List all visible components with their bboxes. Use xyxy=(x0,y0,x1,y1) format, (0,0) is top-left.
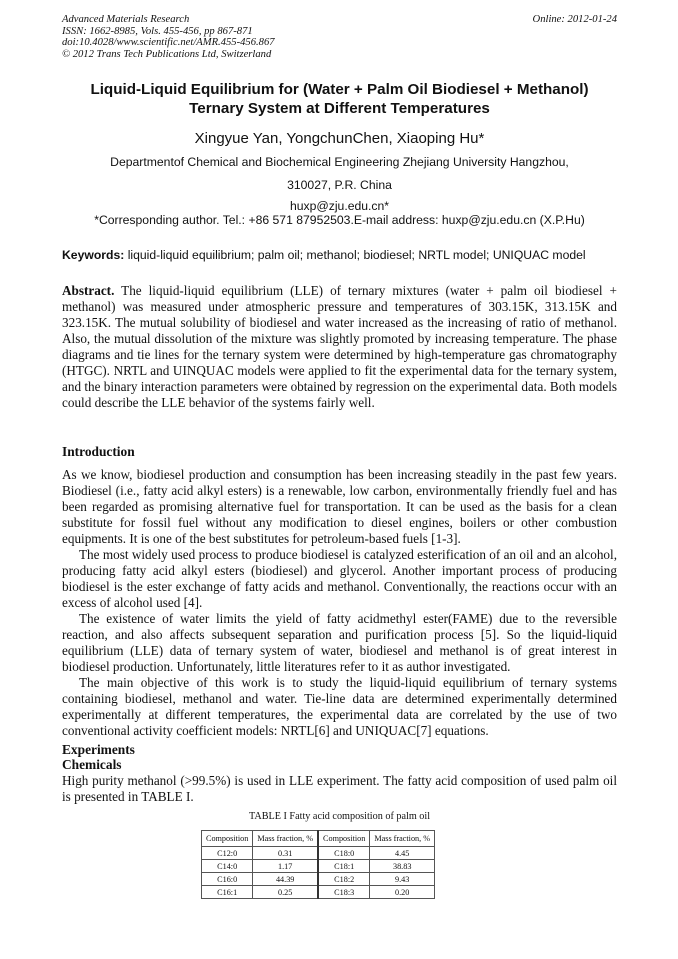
authors: Xingyue Yan, YongchunChen, Xiaoping Hu* xyxy=(194,130,485,147)
affiliation-line-1: Departmentof Chemical and Biochemical Engineering Zhejiang University Hangzhou, xyxy=(110,155,569,169)
table-row xyxy=(202,847,435,860)
table-cell: C18:1 xyxy=(318,860,370,873)
journal-header xyxy=(62,14,617,60)
table-cell: 4.45 xyxy=(370,847,435,860)
chemicals-paragraph: High purity methanol (>99.5%) is used in LLE experiment. The fatty acid composition of used palm oil is presented in TABLE I. xyxy=(62,773,617,804)
table-header-cell: Mass fraction, % xyxy=(370,831,435,847)
table-cell: C18:0 xyxy=(318,847,370,860)
table-row xyxy=(202,886,435,899)
table-cell: 38.83 xyxy=(370,860,435,873)
title-line-1: Liquid-Liquid Equilibrium for (Water + Palm Oil Biodiesel + Methanol) xyxy=(90,81,589,98)
journal-copyright: © 2012 Trans Tech Publications Ltd, Switzerland xyxy=(62,48,272,60)
corresponding-author: *Corresponding author. Tel.: +86 571 87952503.E-mail address: huxp@zju.edu.cn (X.P.Hu) xyxy=(94,213,585,227)
journal-name: Advanced Materials Research xyxy=(62,14,190,25)
title-line-2: Ternary System at Different Temperatures xyxy=(189,100,490,117)
table-cell: C18:2 xyxy=(318,873,370,886)
table-cell: 44.39 xyxy=(253,873,318,886)
table-header-cell: Composition xyxy=(202,831,253,847)
table-cell: 0.31 xyxy=(253,847,318,860)
table-cell: 0.25 xyxy=(253,886,318,899)
online-date: Online: 2012-01-24 xyxy=(532,14,617,25)
table-cell: C18:3 xyxy=(318,886,370,899)
introduction-heading: Introduction xyxy=(62,444,135,459)
table-cell: 9.43 xyxy=(370,873,435,886)
table-caption: TABLE I Fatty acid composition of palm oil xyxy=(248,811,431,822)
fatty-acid-table xyxy=(201,830,435,899)
abstract-label: Abstract. xyxy=(62,283,115,298)
table-header-cell: Mass fraction, % xyxy=(253,831,318,847)
email: huxp@zju.edu.cn* xyxy=(289,199,390,213)
intro-paragraph-2: The most widely used process to produce biodiesel is catalyzed esterification of an oil and an alcohol, producing fatty acid alkyl esters (biodiesel) and glycerol. Another important process of producing biodiesel is the ester exchange of fatty acids and methanol. Conventionally, the reactions occur with an excess of alcohol used [4]. xyxy=(62,547,617,610)
keywords-label: Keywords: xyxy=(62,248,125,262)
table-header-cell: Composition xyxy=(318,831,370,847)
table-cell: C16:1 xyxy=(202,886,253,899)
intro-paragraph-3: The existence of water limits the yield of fatty acidmethyl ester(FAME) due to the reversible reaction, and also affects subsequent separation and purification process [5]. So the liquid-liquid equilibrium (LLE) data of ternary system of water, biodiesel and methanol is of great interest in biodiesel production. Unfortunately, little literatures refer to it as author investigated. xyxy=(62,611,617,674)
paper-title xyxy=(62,80,617,118)
table-cell: 1.17 xyxy=(253,860,318,873)
keywords xyxy=(62,248,622,262)
affiliation-line-2: 310027, P.R. China xyxy=(287,178,392,192)
journal-issn: ISSN: 1662-8985, Vols. 455-456, pp 867-871 xyxy=(62,25,253,37)
abstract-text: The liquid-liquid equilibrium (LLE) of ternary mixtures (water + palm oil biodiesel + methanol) was measured under atmospheric pressure and temperatures of 303.15K, 313.15K and 323.15K. The mutual solubility of biodiesel and water increased as the increasing of ratio of methanol. Also, the mutual dissolution of the mixture was slightly promoted by increasing temperature. The phase diagrams and tie lines for the ternary system were determined by high-temperature gas chromatography (HTGC). NRTL and UINQUAC models were applied to fit the experimental data for the ternary system, and the binary interaction parameters were obtained by regression on the experimental data. Both models could describe the LLE behavior of the systems fairly well. xyxy=(62,283,617,410)
intro-paragraph-4: The main objective of this work is to study the liquid-liquid equilibrium of ternary systems containing biodiesel, methanol and water. Tie-line data are determined experimentally determined experimentally at different temperatures, the experimental data are correlated by the use of two conventional activity coefficient models: NRTL[6] and UNIQUAC[7] equations. xyxy=(62,675,617,738)
table-row xyxy=(202,860,435,873)
table-cell: C12:0 xyxy=(202,847,253,860)
experiments-heading: Experiments xyxy=(62,742,135,757)
journal-doi: doi:10.4028/www.scientific.net/AMR.455-456.867 xyxy=(62,37,275,49)
table-header-row xyxy=(202,831,435,847)
chemicals-heading: Chemicals xyxy=(62,757,122,772)
table-cell: C14:0 xyxy=(202,860,253,873)
table-cell: 0.20 xyxy=(370,886,435,899)
intro-paragraph-1: As we know, biodiesel production and consumption has been increasing steadily in the past few years. Biodiesel (i.e., fatty acid alkyl esters) is a renewable, low carbon, environmentally friendly fuel and has been regarded as promising alternative fuel for transportation. It can be used as the basis for a clean substitute for fossil fuel without any modification to diesel engines, boilers or other combustion equipments. It is one of the best substitutes for petroleum-based fuels [1-3]. xyxy=(62,467,617,546)
keywords-text: liquid-liquid equilibrium; palm oil; methanol; biodiesel; NRTL model; UNIQUAC model xyxy=(127,248,586,262)
table-row xyxy=(202,873,435,886)
abstract xyxy=(62,283,617,411)
table-cell: C16:0 xyxy=(202,873,253,886)
